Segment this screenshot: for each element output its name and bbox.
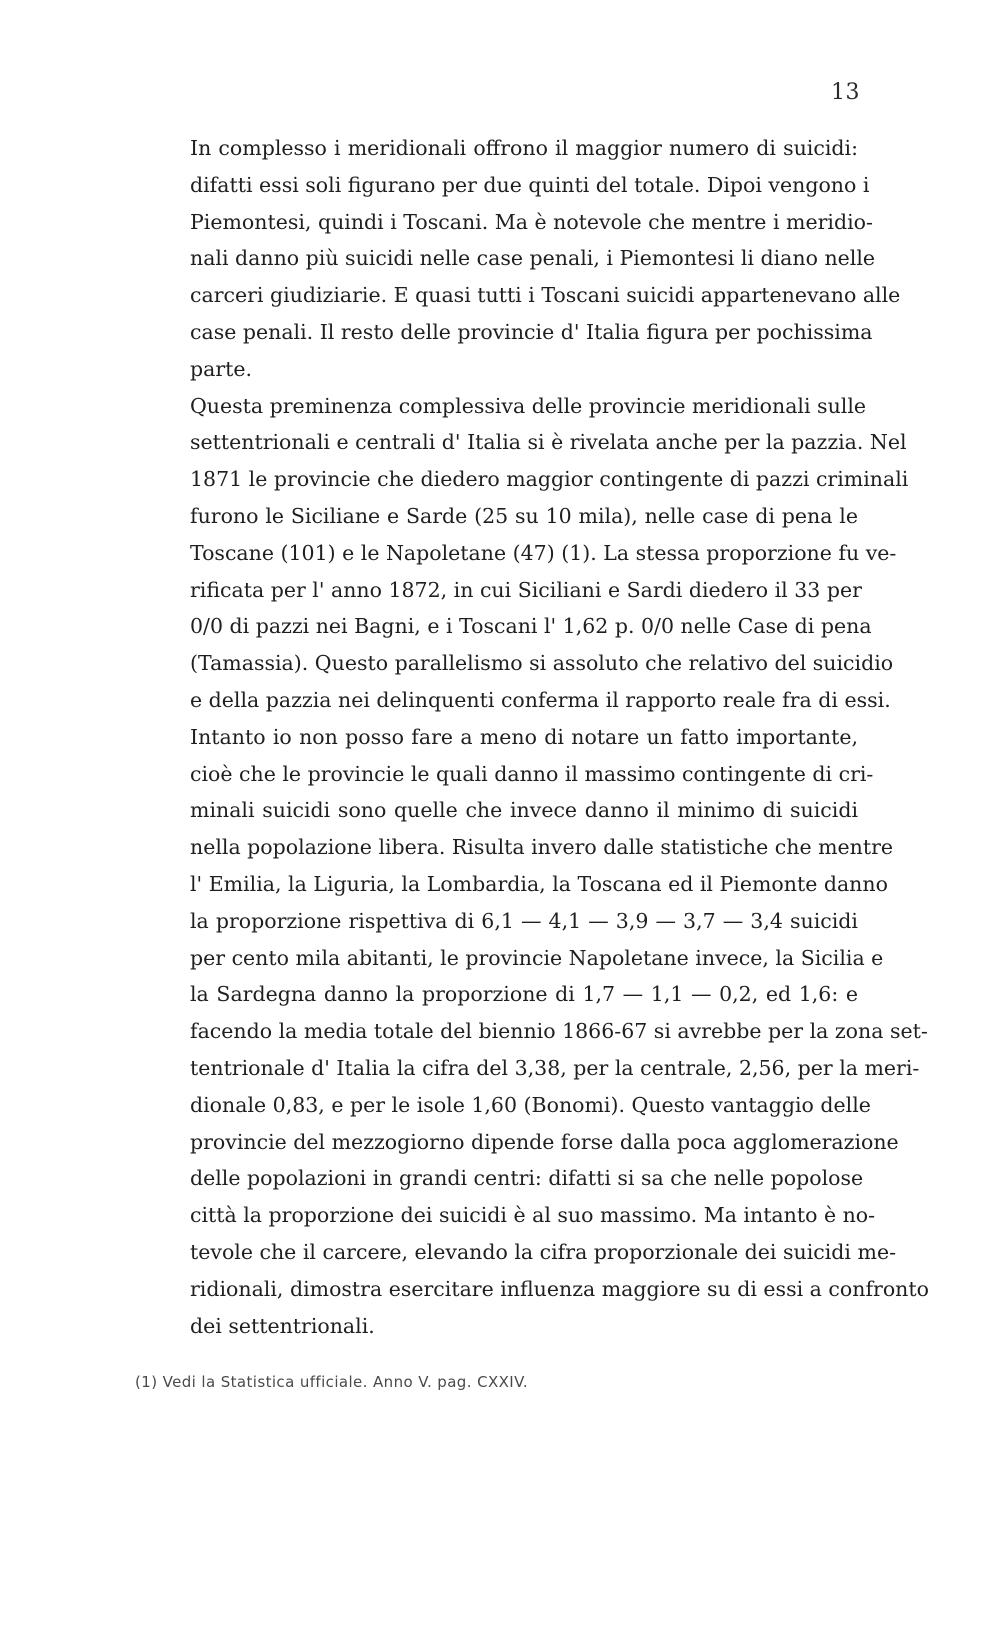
- paragraph-line: (Tamassia). Questo parallelismo si assoluto che relativo del suicidio: [190, 651, 894, 676]
- paragraph-line: e della pazzia nei delinquenti conferma il rapporto reale fra di essi.: [190, 687, 891, 712]
- paragraph-line: per cento mila abitanti, le provincie Napoletane invece, la Sicilia e: [190, 945, 884, 970]
- paragraph-line: minali suicidi sono quelle che invece danno il minimo di suicidi: [190, 798, 858, 823]
- paragraph-line: tentrionale d' Italia la cifra del 3,38, per la centrale, 2,56, per la meri-: [190, 1055, 920, 1080]
- paragraph-line: nella popolazione libera. Risulta invero dalle statistiche che mentre: [190, 835, 894, 860]
- paragraph-line: Intanto io non posso fare a meno di notare un fatto importante,: [190, 724, 858, 749]
- page-number: 13: [831, 80, 860, 105]
- paragraph-line: parte.: [190, 356, 253, 381]
- paragraph-line: carceri giudiziarie. E quasi tutti i Toscani suicidi appartenevano alle: [190, 283, 901, 308]
- paragraph-line: tevole che il carcere, elevando la cifra proporzionale dei suicidi me-: [190, 1239, 896, 1264]
- paragraph-line: furono le Siciliane e Sarde (25 su 10 mila), nelle case di pena le: [190, 503, 858, 528]
- paragraph-line: settentrionali e centrali d' Italia si è rivelata anche per la pazzia. Nel: [190, 430, 907, 455]
- paragraph-line: Toscane (101) e le Napoletane (47) (1). La stessa proporzione fu ve-: [190, 540, 897, 565]
- paragraph-line: città la proporzione dei suicidi è al suo massimo. Ma intanto è no-: [190, 1203, 876, 1228]
- paragraph-line: dei settentrionali.: [190, 1313, 375, 1338]
- paragraph-line: rificata per l' anno 1872, in cui Siciliani e Sardi diedero il 33 per: [190, 577, 862, 602]
- paragraph-line: l' Emilia, la Liguria, la Lombardia, la Toscana ed il Piemonte danno: [190, 871, 888, 896]
- paragraph-line: Questa preminenza complessiva delle provincie meridionali sulle: [190, 393, 867, 418]
- paragraph-line: la proporzione rispettiva di 6,1 — 4,1 — 3,9 — 3,7 — 3,4 suicidi: [190, 908, 858, 933]
- paragraph-line: la Sardegna danno la proporzione di 1,7 — 1,1 — 0,2, ed 1,6: e: [190, 982, 858, 1007]
- paragraph-line: case penali. Il resto delle provincie d' Italia figura per pochissima: [190, 319, 873, 344]
- paragraph-line: 0/0 di pazzi nei Bagni, e i Toscani l' 1,62 p. 0/0 nelle Case di pena: [190, 614, 872, 639]
- paragraph-line: difatti essi soli figurano per due quinti del totale. Dipoi vengono i: [190, 172, 870, 197]
- paragraph-line: delle popolazioni in grandi centri: difatti si sa che nelle popolose: [190, 1166, 864, 1191]
- body-text: [138, 130, 929, 1344]
- paragraph-line: Piemontesi, quindi i Toscani. Ma è notevole che mentre i meridio-: [190, 209, 873, 234]
- footnote: (1) Vedi la Statistica ufficiale. Anno V. pag. CXXIV.: [135, 1373, 529, 1391]
- paragraph-line: In complesso i meridionali offrono il maggior numero di suicidi:: [190, 136, 858, 160]
- paragraph-line: dionale 0,83, e per le isole 1,60 (Bonomi). Questo vantaggio delle: [190, 1092, 871, 1117]
- paragraph-line: facendo la media totale del biennio 1866-67 si avrebbe per la zona set-: [190, 1019, 928, 1044]
- paragraph-line: nali danno più suicidi nelle case penali, i Piemontesi li diano nelle: [190, 246, 876, 271]
- paragraph-line: 1871 le provincie che diedero maggior contingente di pazzi criminali: [190, 467, 909, 492]
- paragraph-2: [138, 388, 909, 719]
- paragraph-line: provincie del mezzogiorno dipende forse dalla poca agglomerazione: [190, 1129, 899, 1154]
- paragraph-1: [138, 130, 901, 388]
- paragraph-line: ridionali, dimostra esercitare influenza maggiore su di essi a confronto: [190, 1276, 929, 1301]
- paragraph-line: cioè che le provincie le quali danno il massimo contingente di cri-: [190, 761, 874, 786]
- paragraph-3: [138, 719, 929, 1345]
